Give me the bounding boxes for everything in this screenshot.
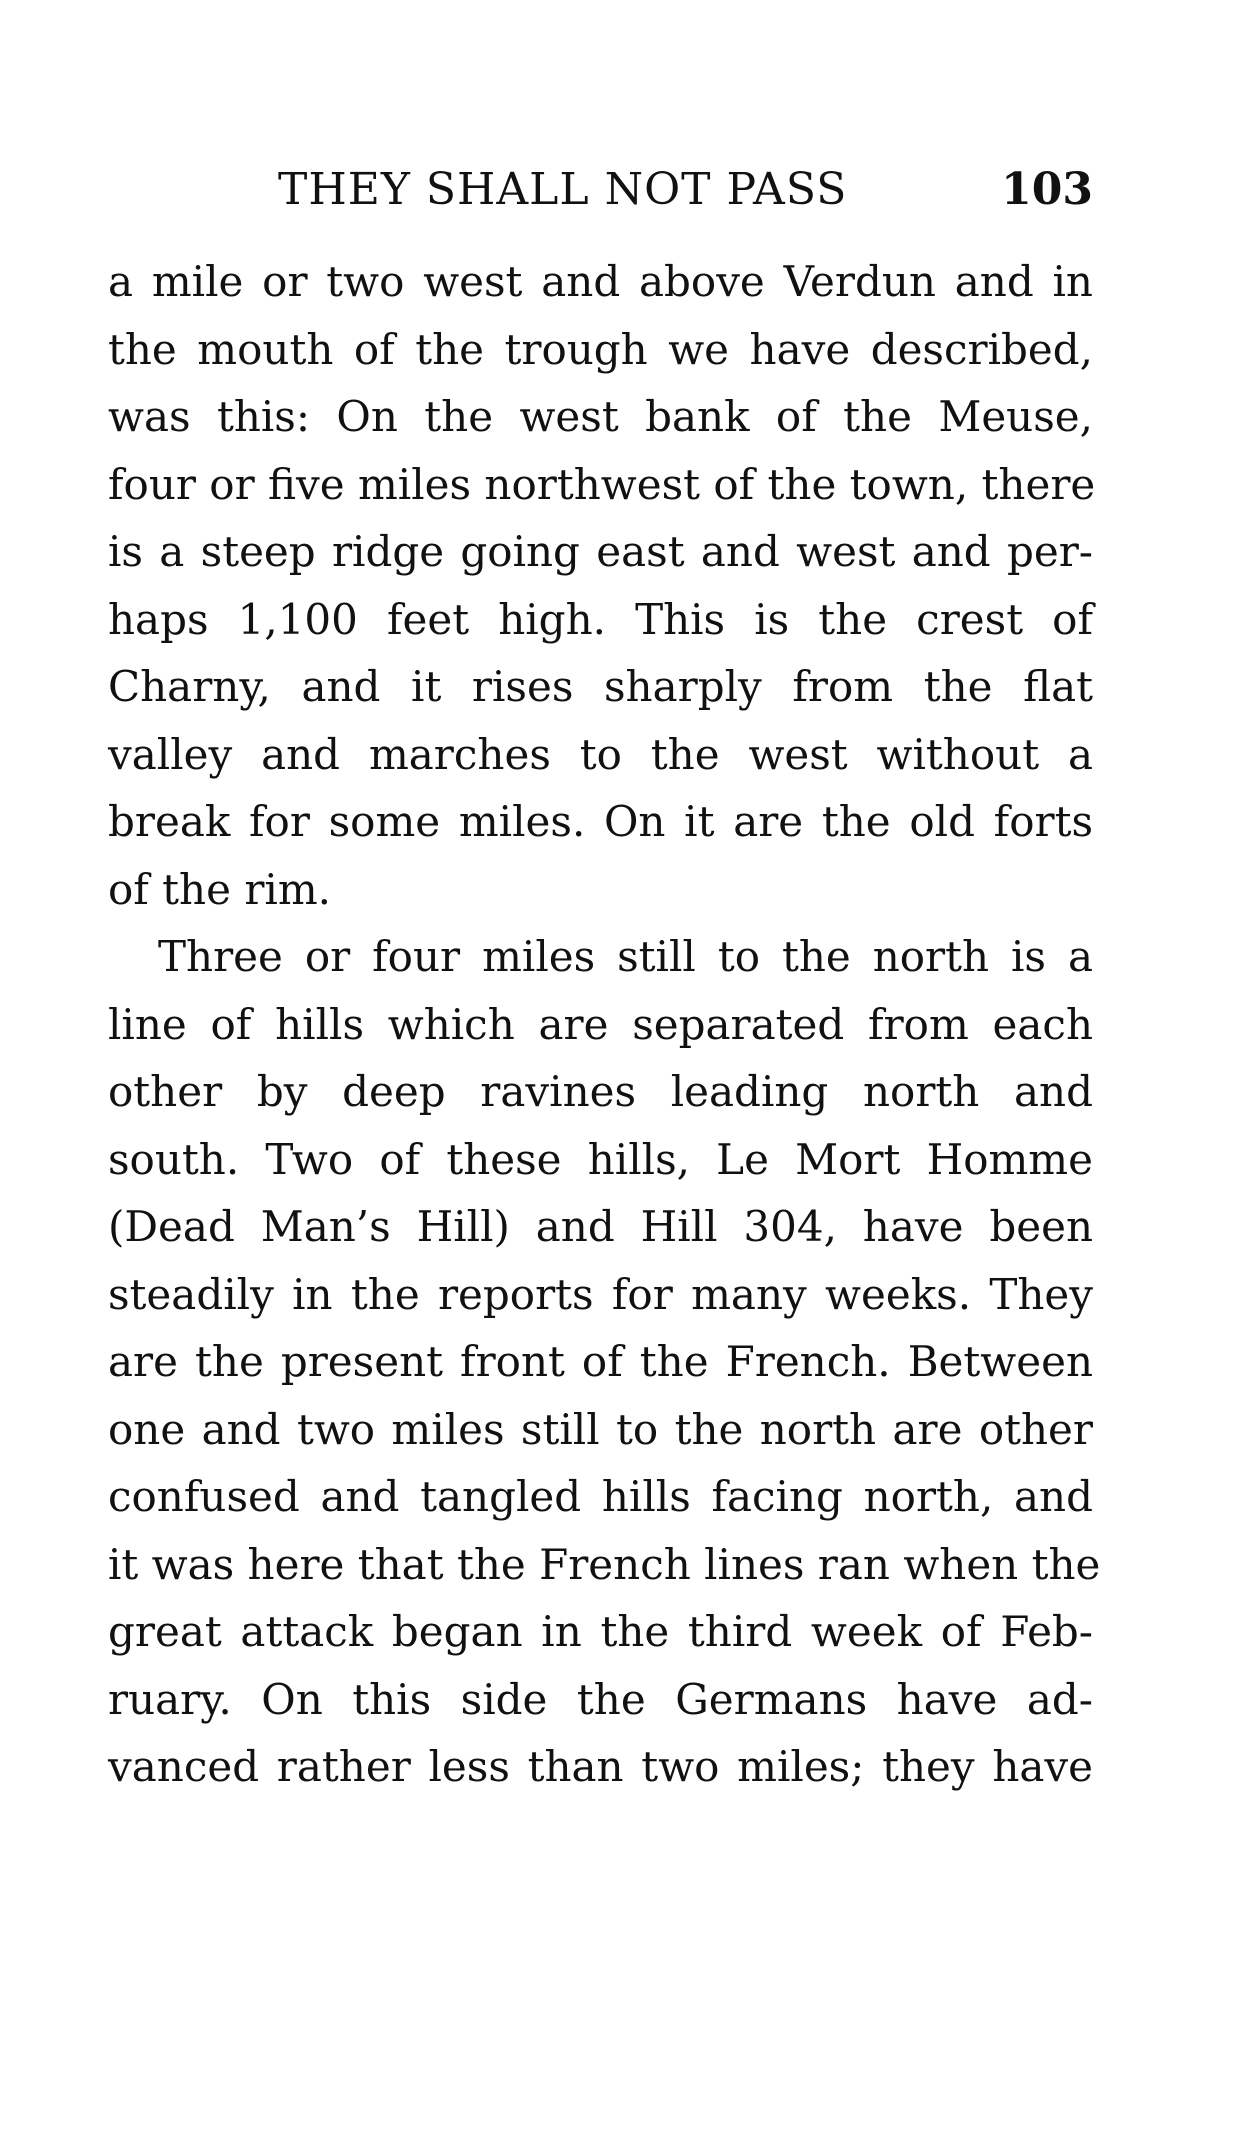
text-line: Charny, and it rises sharply from the flat [108, 662, 1093, 711]
text-line: other by deep ravines leading north and [108, 1067, 1093, 1116]
page-number: 103 [1001, 164, 1093, 215]
text-line: confused and tangled hills facing north, and [108, 1472, 1093, 1521]
text-line: (Dead Man’s Hill) and Hill 304, have been [108, 1202, 1093, 1251]
text-line: of the rim. [108, 864, 332, 914]
text-line: the mouth of the trough we have described, [108, 324, 1093, 374]
text-line: one and two miles still to the north are other [108, 1404, 1093, 1454]
text-line: haps 1,100 feet high. This is the crest of [108, 594, 1093, 644]
paragraph [108, 923, 1101, 1801]
text-line: a mile or two west and above Verdun and in [108, 257, 1093, 306]
text-line: Three or four miles still to the north is a [158, 932, 1093, 981]
paragraph [108, 248, 1096, 923]
text-line: valley and marches to the west without a [108, 729, 1093, 779]
text-line: south. Two of these hills, Le Mort Homme [108, 1134, 1093, 1184]
text-line: great attack began in the third week of Feb- [108, 1607, 1093, 1656]
text-line: four or five miles northwest of the town, there [108, 459, 1096, 509]
text-line: are the present front of the French. Between [108, 1337, 1093, 1386]
running-title: THEY SHALL NOT PASS [278, 164, 848, 215]
body-text [108, 248, 1101, 1801]
running-head [108, 160, 1093, 220]
text-line: vanced rather less than two miles; they have [108, 1742, 1093, 1791]
text-line: break for some miles. On it are the old forts [108, 797, 1093, 846]
text-line: was this: On the west bank of the Meuse, [108, 392, 1093, 441]
text-line: line of hills which are separated from each [108, 999, 1093, 1049]
text-line: ruary. On this side the Germans have ad- [108, 1674, 1093, 1724]
text-line: is a steep ridge going east and west and per- [108, 527, 1093, 576]
text-line: it was here that the French lines ran when the [108, 1539, 1101, 1589]
text-line: steadily in the reports for many weeks. They [108, 1269, 1093, 1319]
